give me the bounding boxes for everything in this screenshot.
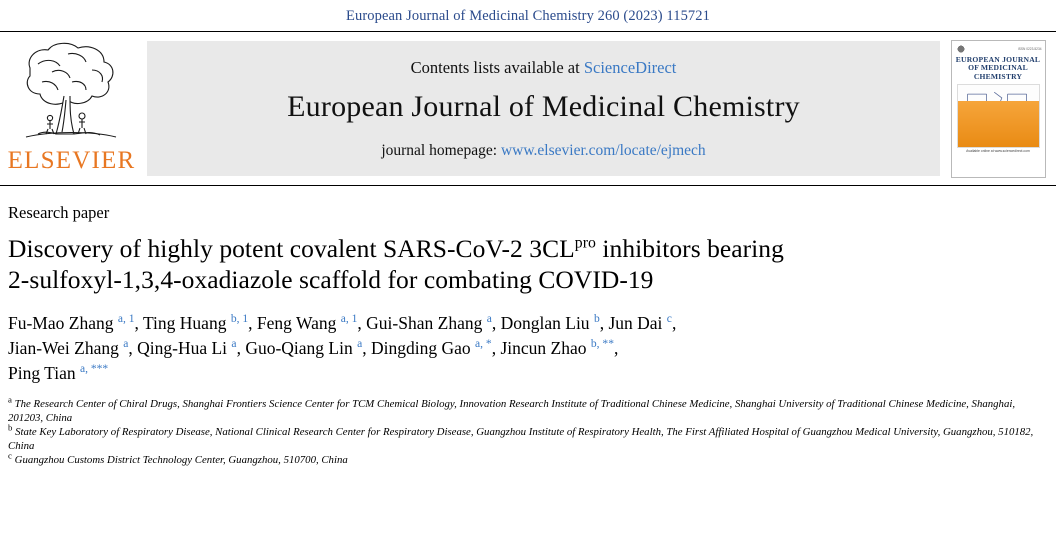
affiliation-text: The Research Center of Chiral Drugs, Shanghai Frontiers Science Center for TCM Chemical Biology, Innovation Research Institute of Traditional Chinese Medicine, Shanghai University of Traditional Chinese Medicine, Shanghai, 201203, China — [8, 398, 1016, 424]
affiliation-item — [8, 450, 1048, 468]
author-entry[interactable] — [500, 338, 618, 358]
author-entry[interactable] — [8, 313, 143, 333]
journal-homepage-link[interactable]: www.elsevier.com/locate/ejmech — [500, 141, 706, 159]
author-affil-marks: b — [593, 313, 600, 326]
affiliation-text: State Key Laboratory of Respiratory Disease, National Clinical Research Center for Respiratory Disease, Guangzhou Institute of Respiratory Health, The First Affiliated Hospital of Guangzhou Medical University, Guangzhou, 510182, China — [8, 426, 1034, 452]
author-affil-marks: c — [666, 313, 672, 326]
author-affil-marks: a — [486, 313, 492, 326]
elsevier-logo — [0, 32, 143, 185]
author-affil-marks: a — [123, 338, 129, 351]
author-separator: , — [236, 338, 246, 358]
author-entry[interactable] — [371, 338, 500, 358]
author-separator: , — [491, 313, 501, 333]
elsevier-tree-icon — [12, 38, 132, 146]
author-name: Dingding Gao — [371, 338, 471, 358]
journal-cover-thumbnail[interactable] — [946, 39, 1050, 178]
author-name: Fu-Mao Zhang — [8, 313, 114, 333]
author-affil-marks: b, ** — [590, 338, 614, 351]
affiliation-mark: a — [8, 394, 12, 405]
author-name: Gui-Shan Zhang — [366, 313, 483, 333]
author-name: Qing-Hua Li — [137, 338, 228, 358]
author-separator: , — [134, 313, 143, 333]
journal-title: European Journal of Medicinal Chemistry — [287, 89, 800, 123]
cover-orange-band — [958, 101, 1039, 147]
affiliation-mark: c — [8, 450, 12, 461]
cover-artwork — [957, 84, 1040, 148]
sciencedirect-link[interactable]: ScienceDirect — [583, 57, 677, 77]
affiliation-mark: b — [8, 422, 13, 433]
running-head-text: European Journal of Medicinal Chemistry 260 (2023) 115721 — [346, 8, 710, 24]
page-title — [8, 233, 1048, 295]
cover-footer-text: Available online at www.sciencedirect.com — [966, 149, 1030, 154]
title-part-1: Discovery of highly potent covalent SARS-CoV-2 3CL — [8, 234, 575, 263]
title-part-2: inhibitors bearing — [595, 234, 784, 263]
author-entry[interactable] — [8, 363, 108, 383]
cover-header — [952, 41, 1045, 55]
cover-journal-name: EUROPEAN JOURNAL OF MEDICINAL CHEMISTRY — [955, 54, 1041, 81]
author-separator: , — [599, 313, 609, 333]
paper-type-label: Research paper — [8, 203, 110, 222]
affiliation-text: Guangzhou Customs District Technology Center, Guangzhou, 510700, China — [14, 454, 348, 467]
author-entry[interactable] — [608, 313, 676, 333]
title-superscript: pro — [574, 234, 596, 252]
author-separator: , — [613, 338, 619, 358]
author-name: Ping Tian — [8, 363, 76, 383]
article-header — [0, 203, 1056, 468]
author-separator: , — [671, 313, 677, 333]
affiliation-list — [8, 394, 1048, 468]
author-separator: , — [362, 338, 371, 358]
author-entry[interactable] — [501, 313, 609, 333]
author-affil-marks: a, 1 — [117, 313, 135, 326]
author-separator: , — [128, 338, 138, 358]
author-affil-marks: a — [357, 338, 363, 351]
author-affil-marks: a, *** — [79, 363, 109, 376]
author-separator: , — [248, 313, 257, 333]
author-name: Jian-Wei Zhang — [8, 338, 119, 358]
cover-issn-text: ISSN 0223-5234 — [1017, 46, 1042, 51]
title-part-3: 2-sulfoxyl-1,3,4-oxadiazole scaffold for combating COVID-19 — [8, 265, 654, 294]
affiliation-item — [8, 422, 1048, 453]
journal-homepage-line — [381, 142, 705, 160]
cover-image — [951, 40, 1046, 178]
author-name: Ting Huang — [142, 313, 227, 333]
author-affil-marks: b, 1 — [230, 313, 249, 326]
author-entry[interactable] — [366, 313, 500, 333]
author-entry[interactable] — [8, 338, 137, 358]
homepage-prefix: journal homepage: — [381, 141, 501, 159]
author-name: Guo-Qiang Lin — [245, 338, 353, 358]
running-head — [0, 0, 1056, 31]
author-affil-marks: a — [231, 338, 237, 351]
masthead-center — [147, 41, 940, 176]
author-separator: , — [491, 338, 501, 358]
affiliation-item — [8, 394, 1048, 425]
author-name: Donglan Liu — [500, 313, 590, 333]
author-name: Jun Dai — [608, 313, 663, 333]
journal-masthead — [0, 31, 1056, 186]
author-name: Jincun Zhao — [500, 338, 587, 358]
author-entry[interactable] — [137, 338, 245, 358]
author-affil-marks: a, 1 — [340, 313, 358, 326]
author-entry[interactable] — [257, 313, 366, 333]
elsevier-wordmark: ELSEVIER — [7, 147, 136, 174]
author-affil-marks: a, * — [475, 338, 492, 351]
author-list — [8, 311, 1048, 386]
contents-available-line — [411, 58, 677, 78]
contents-prefix: Contents lists available at — [410, 57, 584, 77]
author-entry[interactable] — [143, 313, 257, 333]
cover-publisher-icon — [955, 43, 967, 54]
author-separator: , — [357, 313, 367, 333]
author-name: Feng Wang — [256, 313, 337, 333]
author-entry[interactable] — [245, 338, 371, 358]
